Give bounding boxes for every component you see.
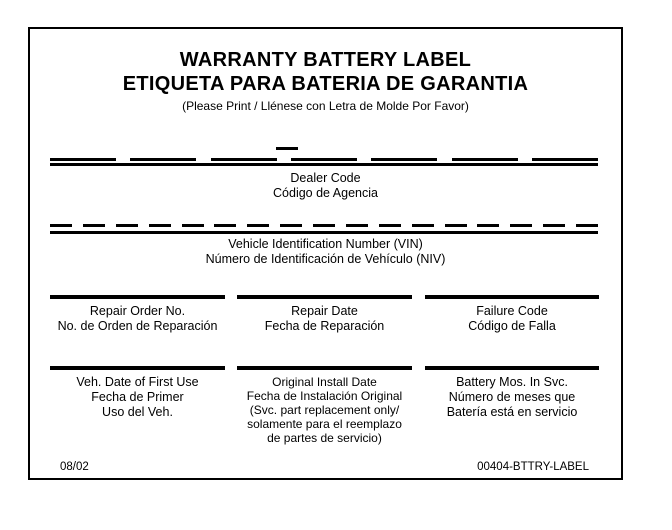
failure-code-label-en: Failure Code xyxy=(476,304,548,318)
install-date-line xyxy=(237,366,412,370)
repair-order-field[interactable] xyxy=(50,295,225,334)
vin-label-es: Número de Identificación de Vehículo (NIV) xyxy=(205,252,446,266)
failure-code-label-es: Código de Falla xyxy=(468,319,556,333)
first-use-date-label-3: Uso del Veh. xyxy=(102,405,173,419)
failure-code-field[interactable] xyxy=(425,295,599,334)
months-in-service-label-3: Batería está en servicio xyxy=(446,405,578,419)
install-date-label-2: Fecha de Instalación Original xyxy=(246,389,403,403)
install-date-field[interactable] xyxy=(230,366,419,445)
print-instruction: (Please Print / Llénese con Letra de Molde Por Favor) xyxy=(182,99,469,113)
title-english: WARRANTY BATTERY LABEL xyxy=(179,49,472,71)
months-in-service-label-2: Número de meses que xyxy=(448,390,576,404)
dealer-code-label-es: Código de Agencia xyxy=(273,186,378,200)
repair-date-label-en: Repair Date xyxy=(291,304,358,318)
install-date-label-1: Original Install Date xyxy=(272,375,377,389)
vin-rule xyxy=(50,231,598,234)
dealer-code-separator-mark xyxy=(276,147,298,150)
install-date-label-5: de partes de servicio) xyxy=(267,431,382,445)
part-number: 00404-BTTRY-LABEL xyxy=(477,461,589,473)
first-use-date-label-2: Fecha de Primer xyxy=(91,390,184,404)
months-in-service-field[interactable] xyxy=(425,366,599,420)
repair-order-label-en: Repair Order No. xyxy=(89,304,186,318)
install-date-label-4: solamente para el reemplazo xyxy=(247,417,402,431)
first-use-date-line xyxy=(50,366,225,370)
dealer-code-blanks[interactable] xyxy=(50,158,598,161)
title-spanish: ETIQUETA PARA BATERIA DE GARANTIA xyxy=(122,73,529,95)
vin-blanks[interactable] xyxy=(50,224,598,227)
first-use-date-label-1: Veh. Date of First Use xyxy=(76,375,199,389)
vin-label-en: Vehicle Identification Number (VIN) xyxy=(228,237,423,251)
months-in-service-line xyxy=(425,366,599,370)
repair-order-line xyxy=(50,295,225,299)
repair-date-label-es: Fecha de Reparación xyxy=(264,319,385,333)
repair-date-field[interactable] xyxy=(237,295,412,334)
failure-code-line xyxy=(425,295,599,299)
repair-order-label-es: No. de Orden de Reparación xyxy=(57,319,218,333)
dealer-code-label-en: Dealer Code xyxy=(290,171,361,185)
install-date-label-3: (Svc. part replacement only/ xyxy=(249,403,400,417)
repair-date-line xyxy=(237,295,412,299)
warranty-label xyxy=(28,27,623,480)
months-in-service-label-1: Battery Mos. In Svc. xyxy=(456,375,568,389)
first-use-date-field[interactable] xyxy=(50,366,225,420)
dealer-code-rule xyxy=(50,163,598,166)
date-code: 08/02 xyxy=(60,461,89,473)
